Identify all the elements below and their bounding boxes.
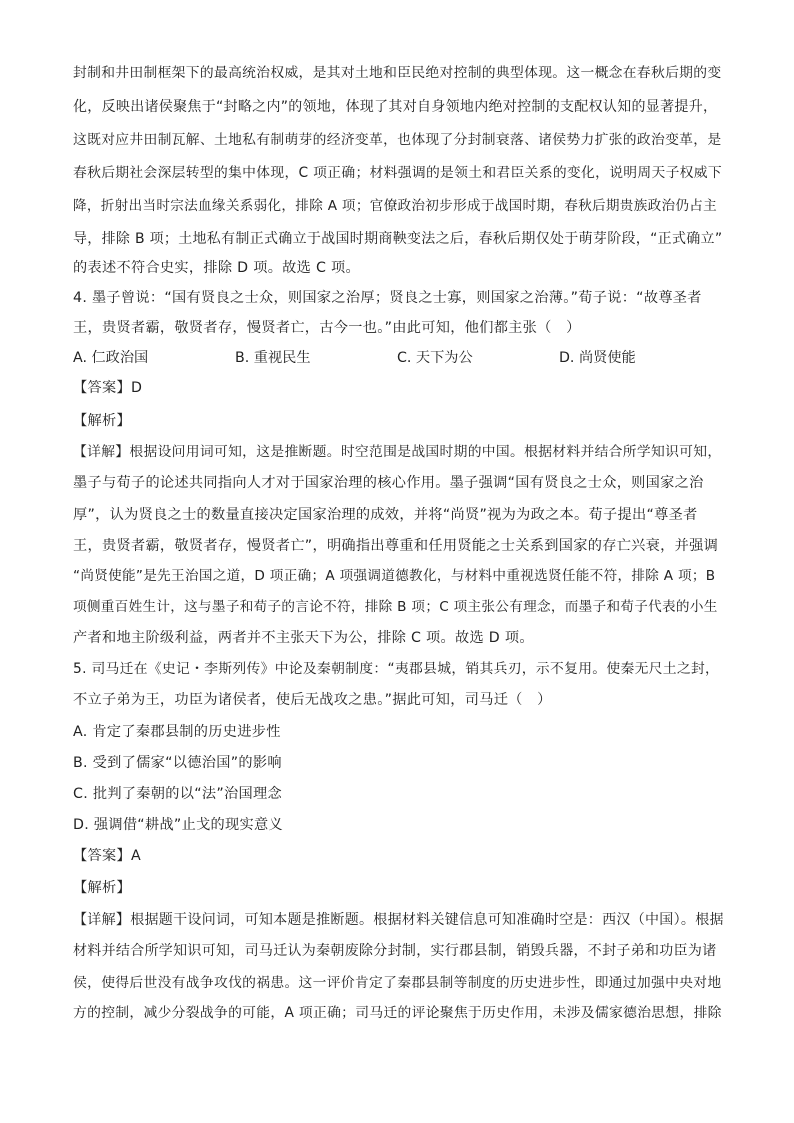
q4-option-b: B. 重视民生	[235, 350, 311, 366]
q5-stem-line: 5. 司马迁在《史记・李斯列传》中论及秦朝制度：“夷郡县城，销其兵刃，示不复用。使秦无尺土之封，	[73, 661, 720, 677]
q5-detail-line: 【详解】根据题干设问词，可知本题是推断题。根据材料关键信息可知准确时空是：西汉（中国）。根据	[73, 912, 724, 928]
q5-analysis-tag: 【解析】	[73, 880, 131, 896]
answer-tag: 【答案】	[73, 848, 131, 864]
q3-analysis-line: 的表述不符合史实，排除 D 项。故选 C 项。	[73, 260, 360, 276]
answer-value: A	[130, 848, 141, 864]
q5-answer	[73, 846, 141, 866]
q4-detail-line: 项侧重百姓生计，这与墨子和荀子的言论不符，排除 B 项；C 项主张公有理念，而墨子和荀子代表的小生	[73, 599, 718, 615]
q4-option-a: A. 仁政治国	[73, 350, 149, 366]
q4-option-d: D. 尚贤使能	[559, 350, 636, 366]
q4-stem-line: 4. 墨子曾说：“国有贤良之士众，则国家之治厚；贤良之士寡，则国家之治薄。”荀子说：“故尊圣者	[73, 290, 702, 306]
q5-option-b: B. 受到了儒家“以德治国”的影响	[73, 755, 282, 771]
q3-analysis-line: 降，折射出当时宗法血缘关系弱化，排除 A 项；官僚政治初步形成于战国时期，春秋后期贵族政治仍占主	[73, 198, 718, 214]
q5-stem-line: 不立子弟为王，功臣为诸侯者，使后无战攻之患。”据此可知，司马迁（ ）	[73, 692, 552, 708]
q3-analysis-line: 化，反映出诸侯聚焦于“封略之内”的领地，体现了其对自身领地内绝对控制的支配权认知的显著提升，	[73, 99, 718, 115]
q4-detail-line: 厚”，认为贤良之士的数量直接决定国家治理的成效，并将“尚贤”视为为政之本。荀子提出“尊圣者	[73, 507, 698, 523]
q5-detail-line: 侯，使得后世没有战争攻伐的祸患。这一评价肯定了秦郡县制等制度的历史进步性，即通过加强中央对地	[73, 975, 722, 991]
q3-analysis-line: 导，排除 B 项；土地私有制正式确立于战国时期商鞅变法之后，春秋后期仅处于萌芽阶段，“正式确立”	[73, 231, 723, 247]
answer-value: D	[130, 380, 143, 396]
q4-detail-line: 王，贵贤者霸，敬贤者存，慢贤者亡”，明确指出尊重和任用贤能之士关系到国家的存亡兴衰，并强调	[73, 538, 719, 554]
q3-analysis-line: 这既对应井田制瓦解、土地私有制萌芽的经济变革，也体现了分封制衰落、诸侯势力扩张的政治变革，是	[73, 132, 722, 148]
q4-answer	[73, 378, 142, 398]
q4-analysis-tag: 【解析】	[73, 413, 131, 429]
q4-detail-line: 墨子与荀子的论述共同指向人才对于国家治理的核心作用。墨子强调“国有贤良之士众，则国家之治	[73, 475, 704, 491]
q4-detail-line: “尚贤使能”是先王治国之道，D 项正确；A 项强调道德教化，与材料中重视选贤任能不符，排除 A 项；B	[73, 568, 716, 584]
q3-analysis-line: 春秋后期社会深层转型的集中体现，C 项正确；材料强调的是领土和君臣关系的变化，说明周天子权威下	[73, 165, 722, 181]
q4-option-c: C. 天下为公	[397, 350, 473, 366]
q5-option-c: C. 批判了秦朝的以“法”治国理念	[73, 786, 282, 802]
q5-option-a: A. 肯定了秦郡县制的历史进步性	[73, 724, 281, 740]
q5-detail-line: 材料并结合所学知识可知，司马迁认为秦朝废除分封制，实行郡县制，销毁兵器，不封子弟和功臣为诸	[73, 943, 717, 959]
answer-tag: 【答案】	[73, 380, 131, 396]
q3-analysis-line: 封制和井田制框架下的最高统治权威，是其对土地和臣民绝对控制的典型体现。这一概念在春秋后期的变	[73, 65, 722, 81]
q4-detail-line: 【详解】根据设问用词可知，这是推断题。时空范围是战国时期的中国。根据材料并结合所学知识可知，	[73, 444, 722, 460]
q4-stem-line: 王，贵贤者霸，敬贤者存，慢贤者亡，古今一也。”由此可知，他们都主张（ ）	[73, 320, 581, 336]
q5-option-d: D. 强调借“耕战”止戈的现实意义	[73, 817, 283, 833]
q5-detail-line: 方的控制，减少分裂战争的可能，A 项正确；司马迁的评论聚焦于历史作用，未涉及儒家德治思想，排除	[73, 1005, 722, 1021]
q4-detail-line: 产者和地主阶级利益，两者并不主张天下为公，排除 C 项。故选 D 项。	[73, 630, 534, 646]
